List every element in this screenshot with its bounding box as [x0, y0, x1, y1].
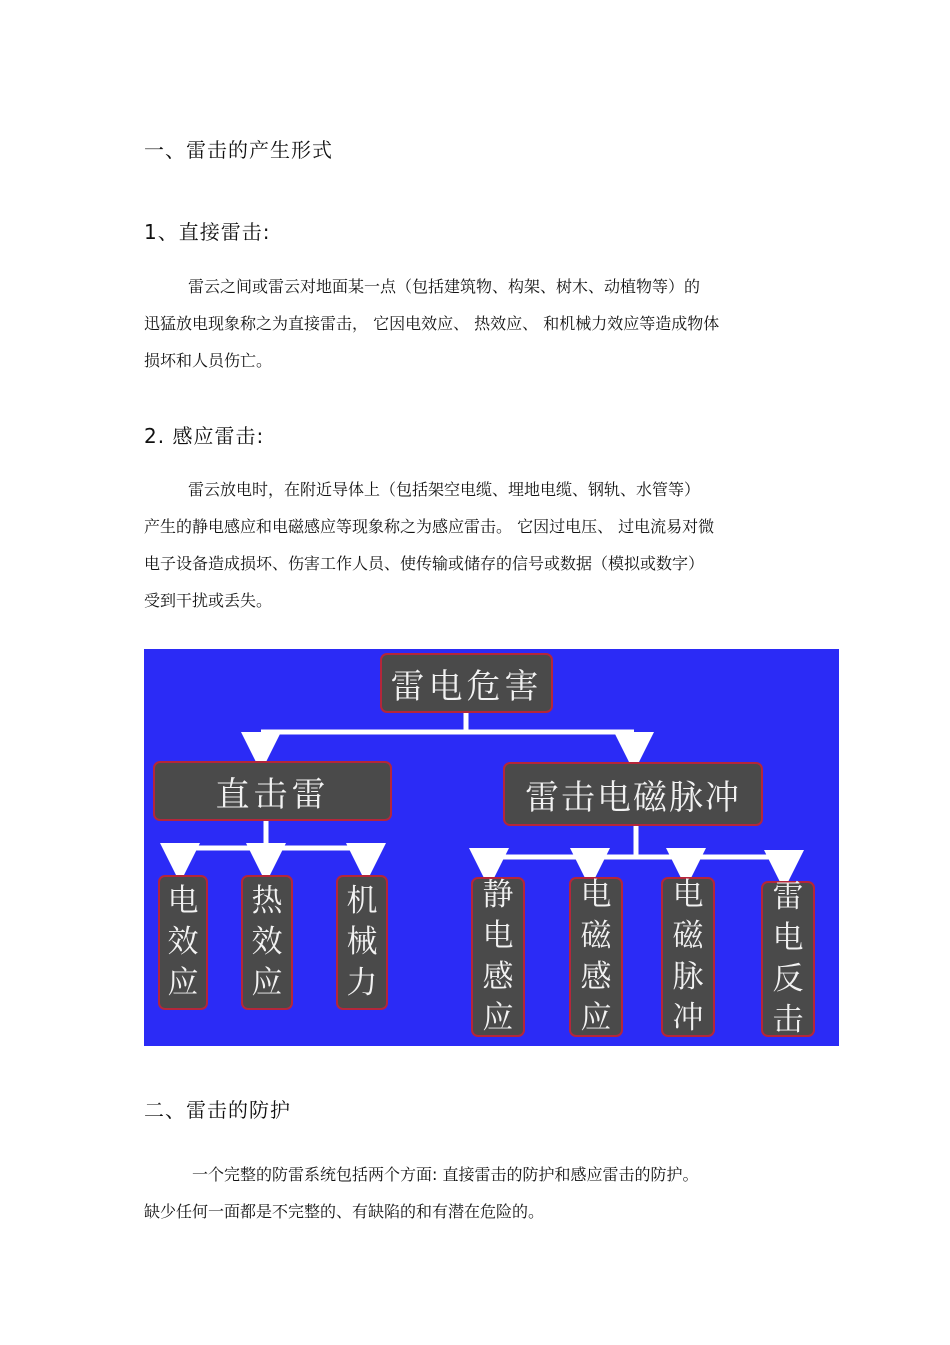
paragraph-line: 产生的静电感应和电磁感应等现象称之为感应雷击。 它因过电压、 过电流易对微 — [144, 517, 715, 536]
lemp-node: 雷击电磁脉冲 — [503, 762, 763, 826]
paragraph-line: 雷云放电时，在附近导体上（包括架空电缆、埋地电缆、钢轨、水管等） — [188, 480, 701, 499]
paragraph-line: 电子设备造成损坏、伤害工作人员、使传输或储存的信号或数据（模拟或数字） — [144, 554, 705, 573]
direct-strike-title: 1、直接雷击: — [144, 220, 271, 244]
paragraph-line: 损坏和人员伤亡。 — [144, 351, 273, 370]
root-node: 雷电危害 — [380, 653, 553, 713]
induced-strike-title: 2. 感应雷击: — [144, 424, 265, 448]
section-2-title: 二、雷击的防护 — [144, 1098, 291, 1122]
paragraph-line: 受到干扰或丢失。 — [144, 591, 273, 610]
paragraph-line: 一个完整的防雷系统包括两个方面: 直接雷击的防护和感应雷击的防护。 — [192, 1165, 699, 1184]
induced-strike-paragraph — [144, 471, 824, 619]
direct-strike-paragraph — [144, 268, 824, 379]
paragraph-line: 缺少任何一面都是不完整的、有缺陷的和有潜在危险的。 — [144, 1202, 545, 1221]
lightning-hazard-diagram — [144, 649, 839, 1046]
paragraph-line: 迅猛放电现象称之为直接雷击， 它因电效应、 热效应、 和机械力效应等造成物体 — [144, 314, 720, 333]
leaf-node-electromagnetic-pulse: 电 磁 脉 冲 — [661, 877, 715, 1037]
section-1-title: 一、雷击的产生形式 — [144, 138, 333, 162]
leaf-node-electric-effect: 电 效 应 — [158, 875, 208, 1010]
direct-lightning-node: 直击雷 — [153, 761, 392, 821]
leaf-node-lightning-counterattack: 雷 电 反 击 — [761, 881, 815, 1037]
leaf-node-thermal-effect: 热 效 应 — [241, 875, 293, 1010]
leaf-node-mechanical-force: 机 械 力 — [336, 875, 388, 1010]
protection-paragraph — [144, 1156, 824, 1230]
leaf-node-electromagnetic-induction: 电 磁 感 应 — [569, 877, 623, 1037]
leaf-node-electrostatic-induction: 静 电 感 应 — [471, 877, 525, 1037]
paragraph-line: 雷云之间或雷云对地面某一点（包括建筑物、构架、树木、动植物等）的 — [188, 277, 701, 296]
